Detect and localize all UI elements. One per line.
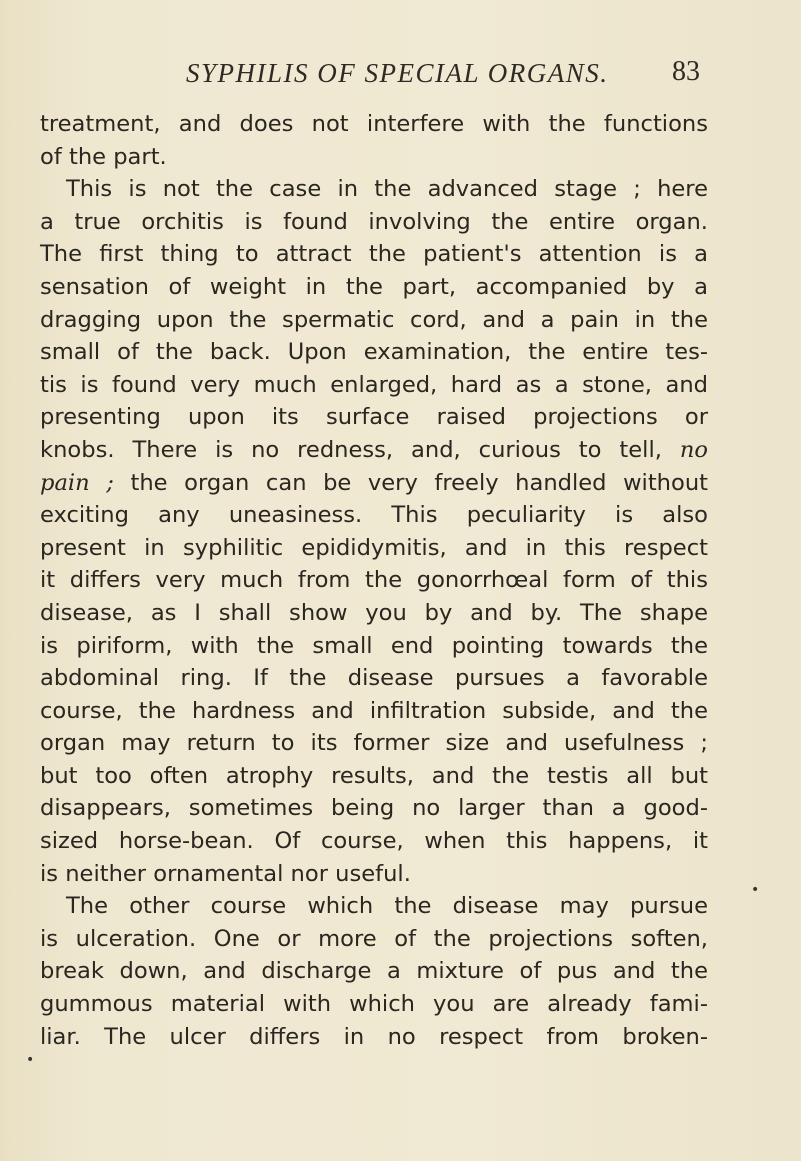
text-line-with-italic xyxy=(40,467,708,500)
page-header xyxy=(0,58,801,98)
text-line: This is not the case in the advanced stage ; here xyxy=(66,176,708,203)
text-line: is ulceration. One or more of the projections soften, xyxy=(40,925,708,952)
text-line: present in syphilitic epididymitis, and in this respect xyxy=(40,534,708,561)
text-line: The other course which the disease may pursue xyxy=(66,893,708,920)
running-title: SYPHILIS OF SPECIAL ORGANS. xyxy=(186,58,609,88)
text-line: but too often atrophy results, and the testis all but xyxy=(40,762,708,789)
text-line: is neither ornamental nor useful. xyxy=(40,860,411,887)
text-line: disease, as I shall show you by and by. The shape xyxy=(40,599,708,626)
text-line: abdominal ring. If the disease pursues a favorable xyxy=(40,665,708,692)
text-line: small of the back. Upon examination, the entire tes- xyxy=(40,339,708,366)
text-line-segment: the organ can be very freely handled without xyxy=(130,469,709,496)
italic-emphasis: pain ; xyxy=(40,469,114,496)
text-line: it differs very much from the gonorrhœal form of this xyxy=(40,567,708,594)
text-line: a true orchitis is found involving the entire organ. xyxy=(40,208,708,235)
text-line: is piriform, with the small end pointing towards the xyxy=(40,632,708,659)
stray-ink-dot: • xyxy=(26,1052,35,1068)
text-line: exciting any uneasiness. This peculiarity is also xyxy=(40,502,708,529)
text-line: gummous material with which you are already fami- xyxy=(40,991,708,1018)
text-line-with-italic xyxy=(40,434,708,467)
text-line: organ may return to its former size and usefulness ; xyxy=(40,730,708,757)
text-line: break down, and discharge a mixture of pus and the xyxy=(40,958,708,985)
text-line: sized horse-bean. Of course, when this happens, it xyxy=(40,828,708,855)
text-line: of the part. xyxy=(40,143,167,170)
text-line: tis is found very much enlarged, hard as a stone, and xyxy=(40,371,708,398)
text-line: dragging upon the spermatic cord, and a pain in the xyxy=(40,306,708,333)
text-line-segment: knobs. There is no redness, and, curious to tell, xyxy=(40,436,662,463)
text-line: presenting upon its surface raised projections or xyxy=(40,404,708,431)
page-number: 83 xyxy=(672,56,700,87)
italic-emphasis: no xyxy=(679,436,709,463)
text-line: course, the hardness and infiltration subside, and the xyxy=(40,697,708,724)
text-line: The first thing to attract the patient's attention is a xyxy=(40,241,708,268)
text-line: disappears, sometimes being no larger than a good- xyxy=(40,795,708,822)
text-line: treatment, and does not interfere with the functions xyxy=(40,111,708,137)
body-text xyxy=(40,108,708,1053)
stray-ink-dot: • xyxy=(751,882,760,898)
text-line: liar. The ulcer differs in no respect from broken- xyxy=(40,1023,708,1050)
text-line: sensation of weight in the part, accompanied by a xyxy=(40,273,708,300)
